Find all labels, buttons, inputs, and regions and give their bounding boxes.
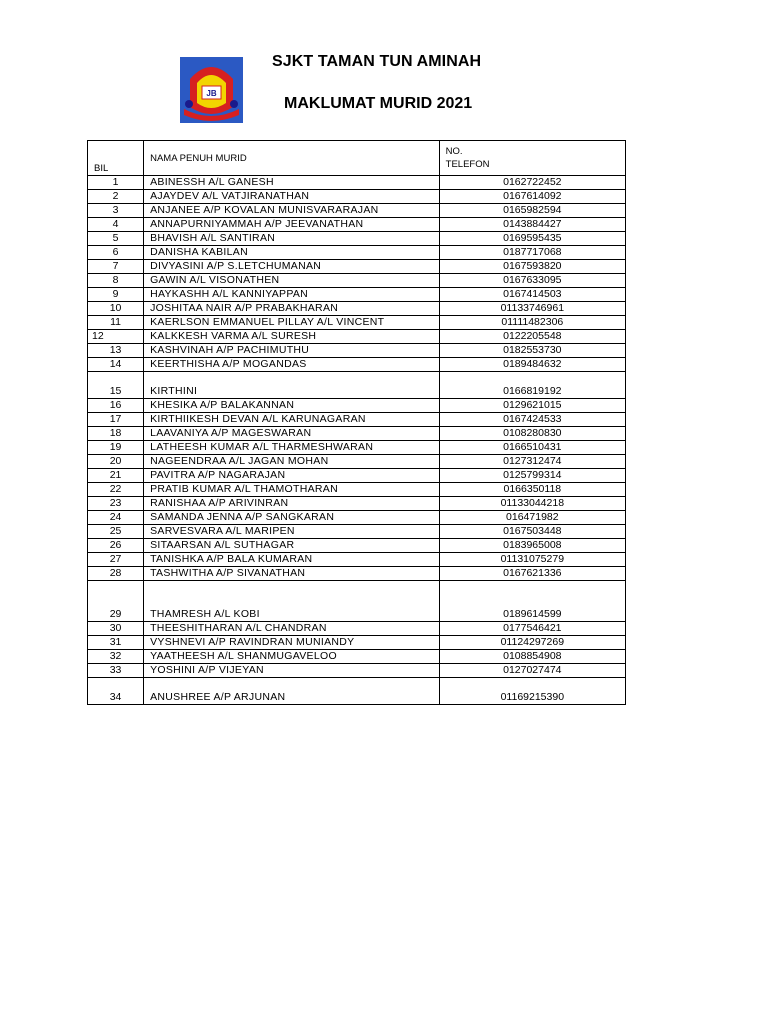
student-name: DIVYASINI A/P S.LETCHUMANAN (144, 260, 440, 274)
student-name: LATHEESH KUMAR A/L THARMESHWARAN (144, 441, 440, 455)
row-number: 3 (88, 204, 144, 218)
table-row (88, 441, 626, 455)
student-name: DANISHA KABILAN (144, 246, 440, 260)
phone-number: 0127027474 (439, 664, 625, 678)
row-number: 31 (88, 636, 144, 650)
row-number: 28 (88, 567, 144, 581)
row-number: 33 (88, 664, 144, 678)
table-row (88, 636, 626, 650)
table-row (88, 218, 626, 232)
phone-number: 0167614092 (439, 190, 625, 204)
row-number: 18 (88, 427, 144, 441)
table-row (88, 246, 626, 260)
student-name: KIRTHIIKESH DEVAN A/L KARUNAGARAN (144, 413, 440, 427)
row-number: 8 (88, 274, 144, 288)
header-telefon-line1: NO. (445, 146, 463, 157)
table-row (88, 274, 626, 288)
student-name: THAMRESH A/L KOBI (144, 581, 440, 622)
table-row (88, 678, 626, 705)
row-number: 15 (88, 372, 144, 399)
row-number: 17 (88, 413, 144, 427)
student-name: TANISHKA A/P BALA KUMARAN (144, 553, 440, 567)
phone-number: 0183965008 (439, 539, 625, 553)
logo-text: JB (206, 89, 217, 98)
row-number: 5 (88, 232, 144, 246)
phone-number: 0129621015 (439, 399, 625, 413)
phone-number: 0165982594 (439, 204, 625, 218)
row-number: 6 (88, 246, 144, 260)
row-number: 23 (88, 497, 144, 511)
student-name: THEESHITHARAN A/L CHANDRAN (144, 622, 440, 636)
student-name: KHESIKA A/P BALAKANNAN (144, 399, 440, 413)
phone-number: 0108854908 (439, 650, 625, 664)
row-number: 22 (88, 483, 144, 497)
table-row (88, 511, 626, 525)
phone-number: 0108280830 (439, 427, 625, 441)
table-row (88, 288, 626, 302)
header-bil: BIL (88, 141, 144, 176)
row-number: 30 (88, 622, 144, 636)
row-number: 29 (88, 581, 144, 622)
row-number: 27 (88, 553, 144, 567)
student-name: KIRTHINI (144, 372, 440, 399)
table-row (88, 344, 626, 358)
row-number: 19 (88, 441, 144, 455)
student-name: ABINESSH A/L GANESH (144, 176, 440, 190)
table-row (88, 372, 626, 399)
table-row (88, 622, 626, 636)
phone-number: 0166350118 (439, 483, 625, 497)
student-name: JOSHITAA NAIR A/P PRABAKHARAN (144, 302, 440, 316)
student-name: VYSHNEVI A/P RAVINDRAN MUNIANDY (144, 636, 440, 650)
student-name: BHAVISH A/L SANTIRAN (144, 232, 440, 246)
row-number: 7 (88, 260, 144, 274)
phone-number: 0125799314 (439, 469, 625, 483)
row-number: 2 (88, 190, 144, 204)
table-row (88, 539, 626, 553)
phone-number: 01169215390 (439, 678, 625, 705)
row-number: 25 (88, 525, 144, 539)
student-name: SITAARSAN A/L SUTHAGAR (144, 539, 440, 553)
table-row (88, 455, 626, 469)
phone-number: 0166510431 (439, 441, 625, 455)
school-name: SJKT TAMAN TUN AMINAH (272, 53, 482, 70)
student-table (87, 140, 626, 705)
phone-number: 0166819192 (439, 372, 625, 399)
logo-right-ornament (230, 100, 238, 108)
student-name: YOSHINI A/P VIJEYAN (144, 664, 440, 678)
table-row (88, 260, 626, 274)
phone-number: 0189484632 (439, 358, 625, 372)
table-row (88, 358, 626, 372)
phone-number: 0169595435 (439, 232, 625, 246)
table-row (88, 204, 626, 218)
phone-number: 0167503448 (439, 525, 625, 539)
table-row (88, 399, 626, 413)
school-logo (180, 57, 243, 123)
table-row (88, 427, 626, 441)
table-row (88, 497, 626, 511)
phone-number: 01133044218 (439, 497, 625, 511)
phone-number: 01111482306 (439, 316, 625, 330)
table-row (88, 330, 626, 344)
table-row (88, 190, 626, 204)
row-number: 26 (88, 539, 144, 553)
phone-number: 0162722452 (439, 176, 625, 190)
row-number: 4 (88, 218, 144, 232)
student-name: ANUSHREE A/P ARJUNAN (144, 678, 440, 705)
table-row (88, 176, 626, 190)
document-title: MAKLUMAT MURID 2021 (284, 95, 473, 112)
student-name: PRATIB KUMAR A/L THAMOTHARAN (144, 483, 440, 497)
phone-number: 0189614599 (439, 581, 625, 622)
student-name: LAAVANIYA A/P MAGESWARAN (144, 427, 440, 441)
table-row (88, 232, 626, 246)
phone-number: 0167633095 (439, 274, 625, 288)
student-name: SARVESVARA A/L MARIPEN (144, 525, 440, 539)
table-row (88, 316, 626, 330)
row-number: 24 (88, 511, 144, 525)
row-number: 11 (88, 316, 144, 330)
phone-number: 0167593820 (439, 260, 625, 274)
phone-number: 01131075279 (439, 553, 625, 567)
student-name: PAVITRA A/P NAGARAJAN (144, 469, 440, 483)
student-name: AJAYDEV A/L VATJIRANATHAN (144, 190, 440, 204)
phone-number: 0182553730 (439, 344, 625, 358)
phone-number: 0167414503 (439, 288, 625, 302)
header-telefon-line2: TELEFON (445, 159, 490, 170)
phone-number: 0122205548 (439, 330, 625, 344)
table-row (88, 483, 626, 497)
student-name: SAMANDA JENNA A/P SANGKARAN (144, 511, 440, 525)
table-row (88, 525, 626, 539)
row-number: 1 (88, 176, 144, 190)
student-name: KEERTHISHA A/P MOGANDAS (144, 358, 440, 372)
table-row (88, 650, 626, 664)
table-row (88, 413, 626, 427)
row-number: 10 (88, 302, 144, 316)
student-name: TASHWITHA A/P SIVANATHAN (144, 567, 440, 581)
student-name: KASHVINAH A/P PACHIMUTHU (144, 344, 440, 358)
table-row (88, 302, 626, 316)
table-row (88, 664, 626, 678)
row-number: 9 (88, 288, 144, 302)
table-row (88, 581, 626, 622)
student-name: KAERLSON EMMANUEL PILLAY A/L VINCENT (144, 316, 440, 330)
phone-number: 0143884427 (439, 218, 625, 232)
table-header-row (88, 141, 626, 176)
student-name: ANNAPURNIYAMMAH A/P JEEVANATHAN (144, 218, 440, 232)
row-number: 16 (88, 399, 144, 413)
table-row (88, 553, 626, 567)
row-number: 14 (88, 358, 144, 372)
student-name: HAYKASHH A/L KANNIYAPPAN (144, 288, 440, 302)
phone-number: 0177546421 (439, 622, 625, 636)
logo-left-ornament (185, 100, 193, 108)
student-name: RANISHAA A/P ARIVINRAN (144, 497, 440, 511)
header-telefon (439, 141, 625, 176)
row-number: 13 (88, 344, 144, 358)
phone-number: 0127312474 (439, 455, 625, 469)
row-number: 21 (88, 469, 144, 483)
table-row (88, 567, 626, 581)
phone-number: 0187717068 (439, 246, 625, 260)
phone-number: 0167621336 (439, 567, 625, 581)
row-number: 34 (88, 678, 144, 705)
table-body (88, 176, 626, 705)
row-number: 32 (88, 650, 144, 664)
phone-number: 0167424533 (439, 413, 625, 427)
table-row (88, 469, 626, 483)
student-name: NAGEENDRAA A/L JAGAN MOHAN (144, 455, 440, 469)
phone-number: 01133746961 (439, 302, 625, 316)
row-number: 12 (88, 330, 144, 344)
phone-number: 01124297269 (439, 636, 625, 650)
student-name: KALKKESH VARMA A/L SURESH (144, 330, 440, 344)
header-name: NAMA PENUH MURID (144, 141, 440, 176)
student-name: ANJANEE A/P KOVALAN MUNISVARARAJAN (144, 204, 440, 218)
student-name: GAWIN A/L VISONATHEN (144, 274, 440, 288)
student-name: YAATHEESH A/L SHANMUGAVELOO (144, 650, 440, 664)
row-number: 20 (88, 455, 144, 469)
phone-number: 016471982 (439, 511, 625, 525)
